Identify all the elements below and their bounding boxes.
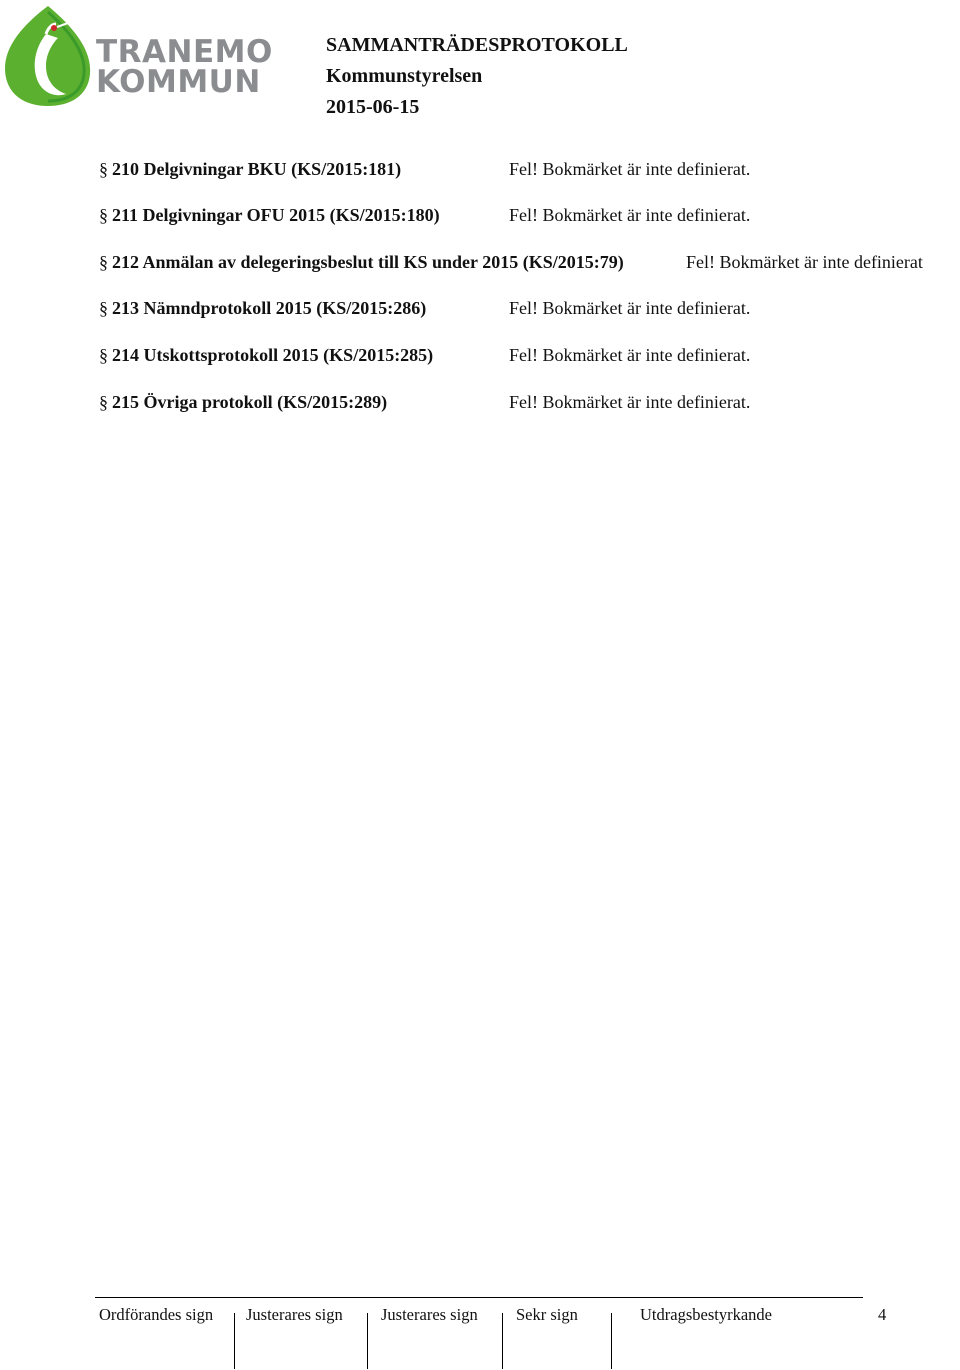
logo-text-line2: KOMMUN <box>96 64 261 100</box>
section-symbol: § <box>99 392 108 412</box>
toc-item-title: § 214 Utskottsprotokoll 2015 (KS/2015:285) <box>99 345 434 365</box>
toc-item-page-ref: Fel! Bokmärket är inte definierat <box>686 252 923 272</box>
toc-item-page-ref: Fel! Bokmärket är inte definierat. <box>509 345 751 365</box>
footer-rule <box>95 1297 863 1298</box>
logo-text-line1: TRANEMO <box>96 34 273 70</box>
footer-excerpt-certification: Utdragsbestyrkande <box>640 1305 772 1324</box>
footer-secretary-sign: Sekr sign <box>516 1305 578 1324</box>
document-type: SAMMANTRÄDESPROTOKOLL <box>326 34 628 56</box>
meeting-date: 2015-06-15 <box>326 96 420 118</box>
section-symbol: § <box>99 159 108 179</box>
committee-name: Kommunstyrelsen <box>326 65 483 87</box>
toc-item-page-ref: Fel! Bokmärket är inte definierat. <box>509 392 751 412</box>
toc-item-title: § 212 Anmälan av delegeringsbeslut till KS under 2015 (KS/2015:79) <box>99 252 624 272</box>
section-symbol: § <box>99 298 108 318</box>
toc-item-title: § 211 Delgivningar OFU 2015 (KS/2015:180) <box>99 205 440 225</box>
toc-item-title: § 210 Delgivningar BKU (KS/2015:181) <box>99 159 402 179</box>
section-symbol: § <box>99 345 108 365</box>
tranemo-kommun-logo <box>2 4 273 108</box>
section-symbol: § <box>99 252 108 272</box>
toc-item-title: § 213 Nämndprotokoll 2015 (KS/2015:286) <box>99 298 427 318</box>
footer-adjuster-sign: Justerares sign <box>381 1305 478 1324</box>
footer-divider <box>611 1313 612 1369</box>
toc-item-title: § 215 Övriga protokoll (KS/2015:289) <box>99 392 388 412</box>
footer-adjuster-sign: Justerares sign <box>246 1305 343 1324</box>
toc-item[interactable] <box>99 154 960 184</box>
footer-chair-sign: Ordförandes sign <box>99 1305 214 1324</box>
toc-item-page-ref: Fel! Bokmärket är inte definierat. <box>509 205 751 225</box>
toc-item[interactable] <box>99 340 960 370</box>
footer-divider <box>502 1313 503 1369</box>
document-header <box>326 30 628 123</box>
toc-item[interactable] <box>99 387 960 417</box>
footer-divider <box>367 1313 368 1369</box>
section-symbol: § <box>99 205 108 225</box>
toc-item[interactable] <box>99 247 960 277</box>
crane-leaf-emblem-icon <box>2 4 94 108</box>
toc-item[interactable] <box>99 293 960 323</box>
footer-divider <box>234 1313 235 1369</box>
toc-item-page-ref: Fel! Bokmärket är inte definierat. <box>509 298 751 318</box>
toc-item[interactable] <box>99 200 960 230</box>
toc-item-page-ref: Fel! Bokmärket är inte definierat. <box>509 159 751 179</box>
page-number: 4 <box>878 1305 887 1324</box>
